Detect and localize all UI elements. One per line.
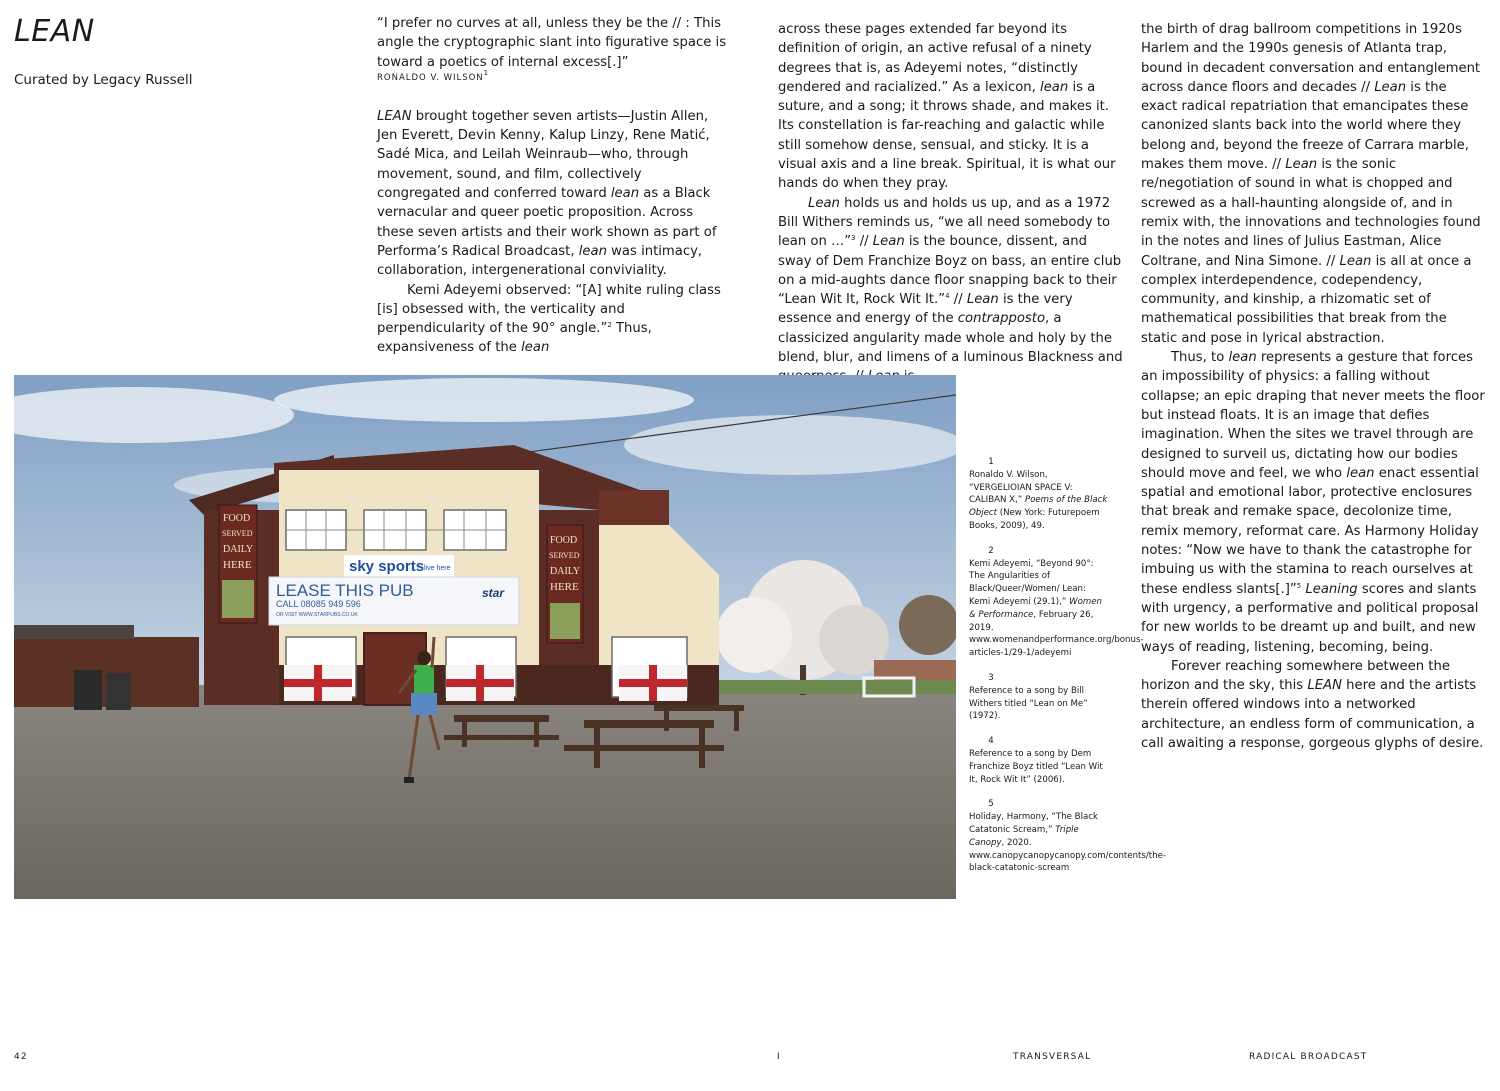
- text-run: holds us and holds us up, and as a 1972 Bill Withers reminds us, “we all need somebody to lean on …”: [778, 195, 1111, 250]
- paragraph: [778, 20, 1123, 194]
- footnote-text: , 2020. www.canopycanopycanopy.com/contents/the-black-catatonic-scream: [969, 837, 1166, 874]
- text-run: //: [855, 234, 873, 250]
- footer-separator: I: [777, 1052, 781, 1062]
- text-run: Kemi Adeyemi observed: “[A] white ruling class [is] obsessed with, the verticality and perpendicularity of the 90° angle.”: [377, 282, 721, 337]
- grass: [714, 680, 956, 694]
- cloud: [624, 415, 956, 475]
- emphasis: lean: [1228, 350, 1257, 366]
- footnote-text: , February 26, 2019. www.womenandperformance.org/bonus-articles-1/29-1/adeyemi: [969, 609, 1144, 659]
- text-run: Forever reaching somewhere between the horizon and the sky, this: [1141, 658, 1450, 694]
- epigraph-attribution: [377, 68, 727, 84]
- pub-photo-illustration: [14, 375, 956, 899]
- emphasis: Lean: [966, 292, 999, 308]
- text-run: is the very essence and energy of the: [778, 292, 1073, 327]
- paragraph: [1141, 348, 1486, 657]
- emphasis: lean: [610, 186, 640, 202]
- text-column-1: [377, 14, 727, 358]
- text-run: here and the artists therein offered windows into a networked architecture, an endless form of communication, a call awaiting a response, gorgeous glyphs of desire.: [1141, 678, 1484, 751]
- emphasis: Leaning: [1305, 581, 1358, 597]
- emphasis: Lean: [1374, 79, 1407, 95]
- text-column-3: [1141, 20, 1486, 753]
- section-name: RADICAL BROADCAST: [1249, 1052, 1368, 1062]
- footnote-text: Ronaldo V. Wilson, “VERGELIOIAN SPACE V: CALIBAN X,”: [969, 469, 1073, 506]
- food-sign-right-line: HERE: [550, 581, 579, 593]
- footnote-number: 5: [988, 799, 994, 810]
- publication-name: TRANSVERSAL: [1013, 1052, 1092, 1062]
- text-run: is all at once a complex interdependence, codependency, community, and kinship, a rhizomatic set of mathematical possibilities that break from the static and pose in lyrical abstraction.: [1141, 253, 1472, 346]
- text-run: is the exact radical repatriation that emancipates these canonized slants back into the world where they belong and, beyond the freeze of Carrara marble, makes them move. //: [1141, 79, 1469, 173]
- footnote: [969, 456, 1109, 533]
- footnote-number: 4: [988, 736, 994, 747]
- emphasis: LEAN: [377, 108, 412, 124]
- footnote-number: 3: [988, 672, 994, 683]
- paragraph: [778, 194, 1123, 387]
- emphasis: lean: [1346, 465, 1375, 481]
- food-sign-right-picture: [550, 603, 580, 639]
- footnote-number: 2: [988, 545, 994, 556]
- footnote-text: Holiday, Harmony, “The Black Catatonic Scream,”: [969, 812, 1098, 835]
- text-run: the birth of drag ballroom competitions in 1920s Harlem and the 1990s genesis of Atlanta trap, bound in decadent conversation and entanglement across dance floors and decades //: [1141, 22, 1481, 95]
- emphasis: lean: [1040, 79, 1069, 95]
- text-run: //: [949, 292, 967, 308]
- pub-photograph: [14, 375, 956, 899]
- food-sign-right-line: FOOD: [550, 535, 578, 546]
- left-roof: [14, 625, 134, 639]
- emphasis: contrapposto: [957, 311, 1046, 327]
- text-run: across these pages extended far beyond its definition of origin, an active refusal of a ninety degrees that is, as Adeyemi notes, “distinctly gendered and racialized.” As a lexicon,: [778, 22, 1092, 95]
- text-run: is the bounce, dissent, and sway of Dem Franchize Boyz on bass, an entire club on a mid-aughts dance floor snapping back to their “Lean Wit It, Rock Wit It.”: [778, 234, 1122, 308]
- text-run: enact essential spatial and emotional labor, protective enclosures that break and remake space, decolonize time, remix memory, reformat care. As Harmony Holiday notes: “Now we have to thank the catastrophe for imbuing us with the stamina to reach ourselves at these endless slants[.]”: [1141, 465, 1479, 597]
- food-sign-left-line: SERVED: [222, 529, 253, 538]
- paragraph: [1141, 20, 1486, 348]
- paragraph: [1141, 657, 1486, 753]
- footnote-ref-5: 5: [1296, 581, 1302, 590]
- food-sign-right-line: DAILY: [550, 566, 581, 577]
- footnote-ref-1: 1: [483, 68, 490, 77]
- footnote-text: Reference to a song by Dem Franchize Boyz titled “Lean Wit It, Rock Wit It” (2006).: [969, 748, 1103, 785]
- wheelie-bin: [74, 670, 102, 710]
- text-run: Thus, expansiveness of the: [377, 321, 652, 356]
- sky-sports-sub: live here: [424, 565, 451, 572]
- emphasis: Lean: [1339, 253, 1372, 269]
- footnote: [969, 672, 1109, 723]
- blossom-tree: [716, 597, 792, 673]
- page-title: LEAN: [14, 14, 95, 49]
- lease-banner-title: LEASE THIS PUB: [276, 581, 414, 600]
- footnote-number: 1: [988, 457, 994, 467]
- food-sign-left-line: DAILY: [223, 544, 254, 555]
- text-run: is the sonic re/negotiation of sound in what is chopped and screwed as a hall-haunting alongside of, and in remix with, the innovations and technologies found in the notes and lines of Julius Eastman, Alice Coltrane, and Nina Simone. //: [1141, 157, 1481, 269]
- cloud: [274, 378, 694, 422]
- footnote: [969, 798, 1166, 875]
- text-run: , a classicized angularity made whole and holy by the blend, blur, and limens of a luminous Blackness and: [778, 311, 1123, 366]
- curator-credit: Curated by Legacy Russell: [14, 72, 193, 88]
- paragraph: [377, 281, 727, 358]
- text-run: Thus, to: [1171, 350, 1229, 366]
- emphasis: lean: [578, 243, 607, 259]
- footnote-ref-4: 4: [945, 292, 950, 301]
- emphasis: LEAN: [1307, 678, 1342, 694]
- footnotes: [969, 456, 1166, 887]
- attribution-name: RONALDO V. WILSON: [377, 72, 484, 83]
- footnote-ref-3: 3: [851, 234, 856, 243]
- footnote-text: (New York: Futurepoem Books, 2009), 49.: [969, 508, 1100, 531]
- footnote: [969, 735, 1109, 786]
- text-column-2: [778, 20, 1123, 387]
- text-run: represents a gesture that forces an impossibility of physics: a falling without collapse; an epic draping that never meets the floor but instead floats. It is an image that defies imagination. When the sites we travel through are designed to surveil us, dictating how our bodies should move and feel, we who: [1141, 350, 1485, 481]
- paragraph: [377, 107, 727, 281]
- footnote-text: Reference to a song by Bill Withers titled “Lean on Me” (1972).: [969, 685, 1088, 722]
- footnote-ref-2: 2: [607, 321, 612, 330]
- emphasis: Lean: [1285, 157, 1318, 173]
- page-number: 42: [14, 1052, 28, 1062]
- text-run: as a Black vernacular and queer poetic proposition. Across these seven artists and their work shown as part of Performa’s Radical Broadcast,: [377, 186, 717, 259]
- england-flags: [284, 665, 687, 701]
- emphasis: lean: [521, 340, 550, 356]
- food-sign-left-line: FOOD: [223, 513, 251, 524]
- wheelie-bin: [106, 673, 131, 710]
- text-run: scores and slants with urgency, a performative and political proposal for new worlds to be dreamt up and built, and new ways of reading, listening, becoming, being.: [1141, 581, 1479, 655]
- footnote: [969, 545, 1144, 660]
- lease-banner-phone: CALL 08085 949 596: [276, 599, 361, 609]
- brick-wing-far-right: [599, 490, 669, 525]
- text-run: was intimacy, collaboration, intergenerational conviviality.: [377, 243, 703, 279]
- footnote-title: Poems of the Black Object: [969, 495, 1108, 519]
- lease-banner-brand: star: [482, 586, 505, 600]
- text-run: is a suture, and a song; it throws shade, and makes it. Its constellation is far-reaching and galactic while still somehow dense, sensual, and sticky. It is a visual axis and a line break. Spiritual, it is what our hands do when they pray.: [778, 79, 1116, 192]
- emphasis: Lean: [872, 234, 905, 250]
- emphasis: Lean: [808, 195, 840, 211]
- food-sign-left-picture: [222, 580, 254, 618]
- lease-banner-web: OR VISIT WWW.STARPUBS.CO.UK: [276, 612, 358, 618]
- footnote-text: Kemi Adeyemi, “Beyond 90°: The Angularities of Black/Queer/Women/ Lean: Kemi Adeyemi (29.1),”: [969, 558, 1094, 607]
- footnote-title: Triple Canopy: [969, 824, 1079, 848]
- food-sign-left-line: HERE: [223, 559, 252, 571]
- text-run: brought together seven artists—Justin Allen, Jen Everett, Devin Kenny, Kalup Linzy, Rene Matić, Sadé Mica, and Leilah Weinraub—who, through movement, sound, and film, collectively congregated and conferred toward: [377, 108, 710, 202]
- footnote-title: Women & Performance: [969, 596, 1102, 620]
- sky-sports-text: sky sports: [349, 558, 425, 575]
- food-sign-right-line: SERVED: [549, 551, 580, 560]
- epigraph-quote: “I prefer no curves at all, unless they be the // : This angle the cryptographic slant into figurative space is toward a poetics of internal excess[.]”: [377, 16, 727, 70]
